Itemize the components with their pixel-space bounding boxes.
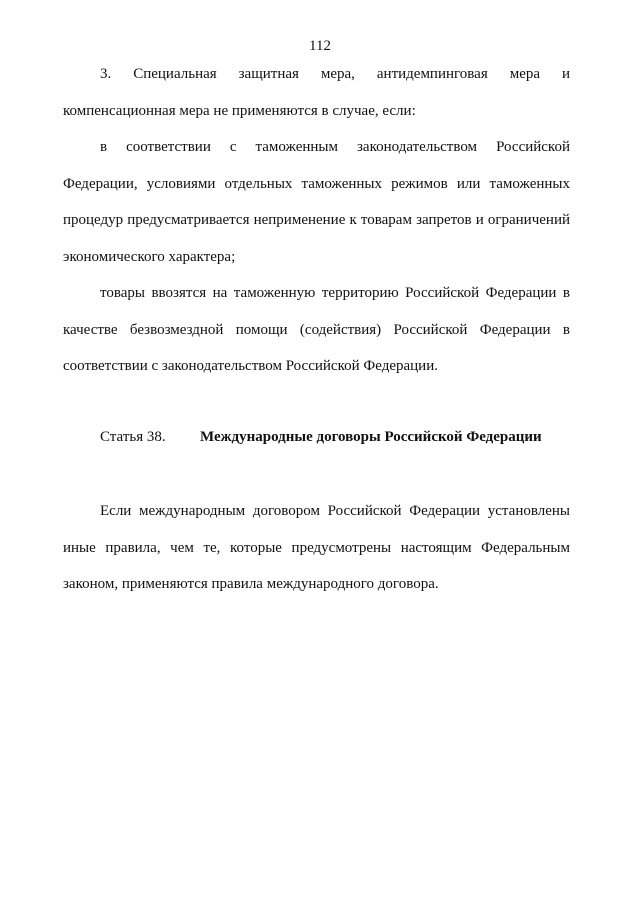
section-3-item-2: товары ввозятся на таможенную территорию Российской Федерации в качестве безвозмездной помощи (содействия) Российской Федерации в соответствии с законодательством Российской Федерации. bbox=[63, 285, 570, 374]
article-38-body bbox=[63, 493, 570, 603]
section-3-item-1: в соответствии с таможенным законодательством Российской Федерации, условиями отдельных таможенных режимов или таможенных процедур предусматривается неприменение к товарам запретов и ограничений экономического характера; bbox=[63, 139, 570, 265]
article-label: Статья 38. bbox=[100, 429, 166, 445]
page-number: 112 bbox=[309, 38, 331, 54]
section-3-intro: 3. Специальная защитная мера, антидемпинговая мера и компенсационная мера не применяются в случае, если: bbox=[63, 66, 570, 119]
article-title: Международные договоры Российской Федерации bbox=[200, 429, 542, 445]
section-3 bbox=[63, 56, 570, 385]
article-body-text: Если международным договором Российской Федерации установлены иные правила, чем те, которые предусмотрены настоящим Федеральным законом, применяются правила международного договора. bbox=[63, 503, 570, 592]
